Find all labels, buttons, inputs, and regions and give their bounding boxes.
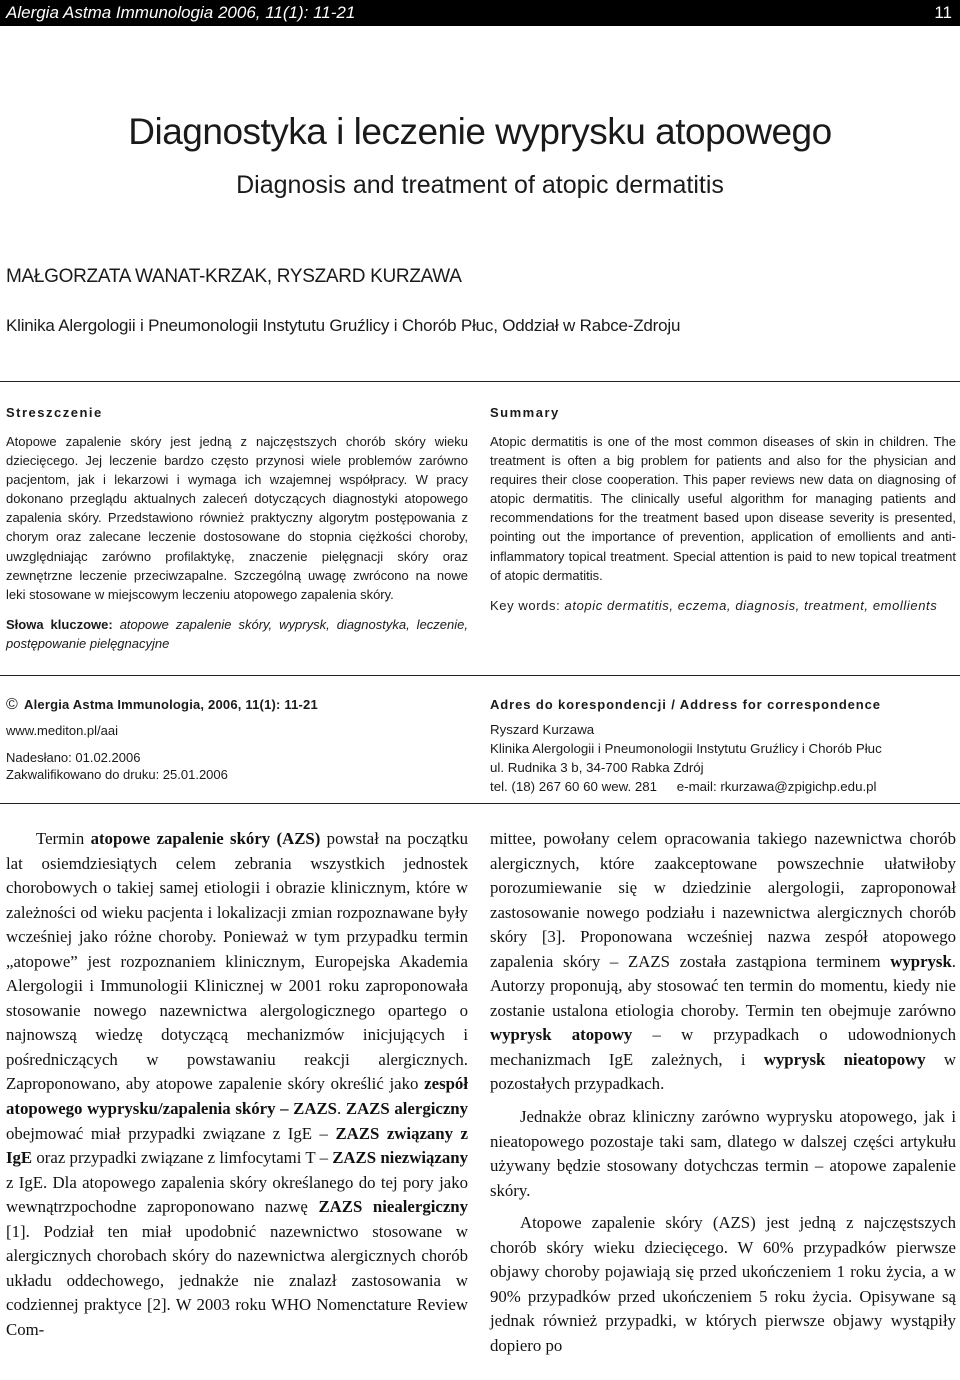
accepted-date: Zakwalifikowano do druku: 25.01.2006: [6, 767, 228, 782]
body-paragraph: Jednakże obraz kliniczny zarówno wyprysku atopowego, jak i nieatopowego pozostaje taki sam, dlatego w dalszej części artykułu używany będzie stosowany dotychczas termin – atopowe zapalenie skóry.: [490, 1107, 956, 1200]
body-paragraph: Termin atopowe zapalenie skóry (AZS) powstał na początku lat osiemdziesiątych celem zebrania wszystkich jednostek chorobowych o takiej samej etiologii i obrazie klinicznym, które w zależności od wieku pacjenta i lokalizacji zmian rozpoznawane były wcześniej jako różne choroby. Ponieważ w tym przypadku termin „atopowe” jest rozpoznaniem klinicznym, Europejska Akademia Alergologii i Immunologii Klinicznej w 2001 roku zaproponowała stosowanie nowego nazewnictwa alergologicznego opartego o najnowszą wiedzę dotyczącą mechanizmów inicjujących i pośredniczących w powstawaniu reakcji alergicznych. Zaproponowano, aby atopowe zapalenie skóry określić jako zespół atopowego wyprysku/zapalenia skóry – ZAZS. ZAZS alergiczny obejmować miał przypadki związane z IgE – ZAZS związany z IgE oraz przypadki związane z limfocytami T – ZAZS niezwiązany z IgE. Dla atopowego zapalenia skóry określanego do tej pory jako wewnątrzpochodne zaproponowano nazwę ZAZS niealergiczny [1]. Podział ten miał upodobnić nazewnictwo stosowane w alergicznych chorobach skóry do nazewnictwa alergicznych chorób układu oddechowego, jednakże nie znalazł zastosowania w codziennej praktyce [2]. W 2003 roku WHO Nomenctature Review Com-: [6, 829, 468, 1339]
correspondence-institution: Klinika Alergologii i Pneumonologii Instytutu Gruźlicy i Chorób Płuc: [490, 741, 882, 756]
body-column-left: [6, 827, 468, 1342]
article-title-polish: Diagnostyka i leczenie wyprysku atopowego: [128, 111, 832, 152]
citation-line: [6, 696, 468, 713]
correspondence-phone: tel. (18) 267 60 60 wew. 281: [490, 779, 658, 794]
body-column-right: [490, 827, 956, 1358]
keywords-english: [490, 596, 956, 615]
body-paragraph: mittee, powołany celem opracowania takiego nazewnictwa chorób alergicznych, które zaakceptowane powszechnie ułatwiłoby porozumiewanie się w dziedzinie alergologii, zaproponował zastosowanie nowego podziału i nazewnictwa alergicznych chorób skóry [3]. Proponowana wcześniej nazwa zespół atopowego zapalenia skóry – ZAZS została zastąpiona terminem wyprysk. Autorzy proponują, aby stosować ten termin do momentu, kiedy nie zostanie ustalona etiologia choroby. Termin ten obejmuje zarówno wyprysk atopowy – w przypadkach o udowodnionych mechanizmach IgE zależnych, i wyprysk nieatopowy w pozostałych przypadkach.: [490, 829, 956, 1094]
abstract-english-heading: Summary: [490, 405, 560, 420]
journal-website[interactable]: www.mediton.pl/aai: [6, 723, 118, 738]
citation: Alergia Astma Immunologia, 2006, 11(1): 11-21: [24, 697, 318, 712]
keywords-english-values: atopic dermatitis, eczema, diagnosis, treatment, emollients: [564, 597, 938, 613]
correspondence-heading: Adres do korespondencji / Address for correspondence: [490, 697, 881, 712]
keywords-english-label: Key words:: [490, 597, 561, 613]
affiliation: Klinika Alergologii i Pneumonologii Instytutu Gruźlicy i Chorób Płuc, Oddział w Rabce-Zdroju: [6, 316, 681, 335]
divider-middle: [0, 675, 960, 676]
keywords-polish-label: Słowa kluczowe:: [6, 616, 113, 632]
abstract-english-text: Atopic dermatitis is one of the most common diseases of skin in children. The treatment is often a big problem for patients and also for the physician and requires their close cooperation. This paper reviews new data on diagnosing of atopic dermatitis. The clinically useful algorithm for managing patients and recommendations for the treatment based upon disease severity is presented, pointing out the importance of prevention, application of emollients and anti-inflammatory topical treatment. Special attention is paid to new topical treatment of atopic dermatitis.: [490, 434, 956, 583]
keywords-polish-values: atopowe zapalenie skóry, wyprysk, diagnostyka, leczenie, postępowanie pielęgnacyjne: [6, 616, 468, 651]
abstract-polish-heading: Streszczenie: [6, 405, 103, 420]
authors: MAŁGORZATA WANAT-KRZAK, RYSZARD KURZAWA: [6, 266, 462, 287]
abstract-polish: [6, 404, 468, 653]
divider-top: [0, 381, 960, 382]
copyright-icon: ©: [6, 696, 18, 713]
journal-header-bar: [0, 0, 960, 26]
received-date: Nadesłano: 01.02.2006: [6, 750, 141, 765]
abstract-polish-text: Atopowe zapalenie skóry jest jedną z najczęstszych chorób skóry wieku dziecięcego. Jej leczenie bardzo często przynosi wiele problemów zarówno pacjentom, jak i lekarzowi i wymaga ich wzajemnej współpracy. W pracy dokonano przeglądu aktualnych zaleceń dotyczących diagnostyki atopowego zapalenia skóry. Przedstawiono również praktyczny algorytm postępowania z chorym oraz zalecane leczenie dostosowane do stopnia ciężkości choroby, uwzględniając zarówno profilaktykę, znaczenie pielęgnacji skóry oraz zewnętrzne leczenie przeciwzapalne. Szczególną uwagę zwrócono na nowe leki stosowane w miejscowym leczeniu atopowego zapalenia skóry.: [6, 434, 468, 602]
correspondence: [490, 696, 956, 796]
body-paragraph: Atopowe zapalenie skóry (AZS) jest jedną z najczęstszych chorób skóry wieku dziecięcego. W 60% przypadków pierwsze objawy choroby pojawiają się przed ukończeniem 1 roku życia, a w 90% przypadków przed ukończeniem 5 roku życia. Opisywane są jednak również przypadki, w których pierwsze objawy wystąpiły dopiero po: [490, 1213, 956, 1355]
keywords-polish: [6, 615, 468, 653]
journal-reference: Alergia Astma Immunologia 2006, 11(1): 11-21: [6, 3, 356, 22]
correspondence-email[interactable]: e-mail: rkurzawa@zpigichp.edu.pl: [676, 779, 877, 794]
correspondence-name: Ryszard Kurzawa: [490, 722, 595, 737]
article-title-english: Diagnosis and treatment of atopic dermatitis: [236, 171, 724, 199]
correspondence-street: ul. Rudnika 3 b, 34-700 Rabka Zdrój: [490, 760, 704, 775]
abstract-english: [490, 404, 956, 615]
divider-bottom: [0, 803, 960, 804]
publication-info: [6, 696, 468, 783]
page-number: 11: [934, 3, 952, 22]
correspondence-contact: [490, 777, 956, 796]
